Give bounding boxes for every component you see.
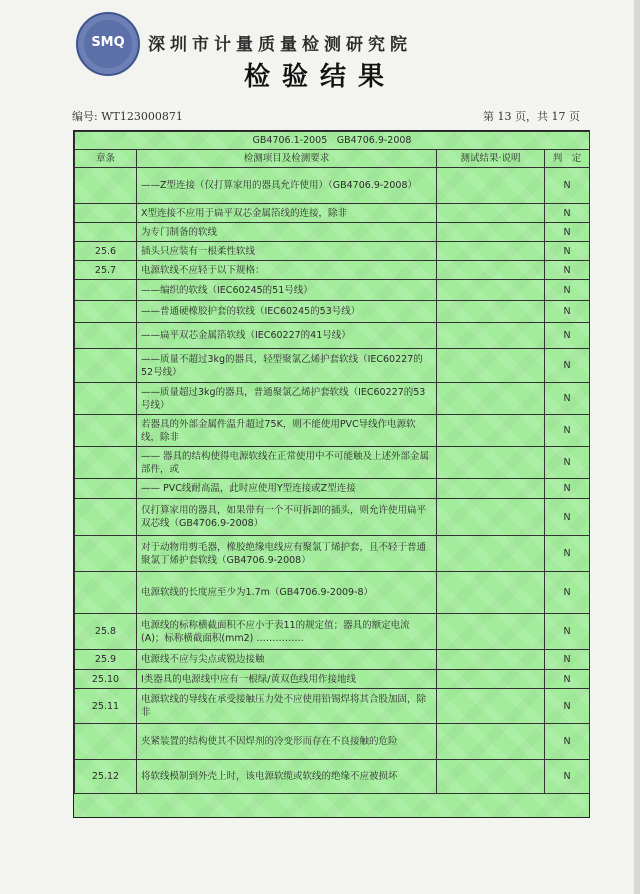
row-item: 电源软线的长度应至少为1.7m（GB4706.9-2009-8） <box>137 572 437 614</box>
document-title: 检验结果 <box>243 62 396 92</box>
row-verdict: N <box>545 614 590 650</box>
row-item: Ⅰ类器具的电源线中应有一根绿/黄双色线用作接地线 <box>137 670 437 689</box>
row-item: ——质量不超过3kg的器具，轻型聚氯乙烯护套软线（IEC60227的52号线） <box>137 349 437 383</box>
row-item: 为专门制备的软线 <box>137 223 437 242</box>
table-row <box>75 301 590 323</box>
row-clause <box>75 479 137 499</box>
row-result <box>437 689 545 724</box>
row-verdict: N <box>545 650 590 670</box>
row-verdict: N <box>545 499 590 536</box>
row-result <box>437 168 545 204</box>
row-verdict: N <box>545 383 590 415</box>
row-verdict: N <box>545 724 590 760</box>
row-item: ——编织的软线（IEC60245的51号线） <box>137 280 437 301</box>
row-item: 电源软线的导线在承受接触压力处不应使用铅锡焊将其合股加固，除非 <box>137 689 437 724</box>
table-row <box>75 280 590 301</box>
row-clause <box>75 536 137 572</box>
row-clause: 25.12 <box>75 760 137 794</box>
row-item: ——普通硬橡胶护套的软线（IEC60245的53号线） <box>137 301 437 323</box>
table-row <box>75 415 590 447</box>
row-item: 对于动物用剪毛器，橡胶绝缘电线应有聚氯丁烯护套，且不轻于普通聚氯丁烯护套软线（GB4706.9-2008） <box>137 536 437 572</box>
table-row <box>75 760 590 794</box>
table-row <box>75 242 590 261</box>
row-clause <box>75 724 137 760</box>
row-result <box>437 349 545 383</box>
row-verdict: N <box>545 301 590 323</box>
row-item: 电源软线不应轻于以下规格： <box>137 261 437 280</box>
report-number-value: WT123000871 <box>101 110 183 123</box>
row-clause <box>75 280 137 301</box>
report-number <box>72 108 183 124</box>
row-verdict: N <box>545 223 590 242</box>
table-row <box>75 383 590 415</box>
row-verdict: N <box>545 689 590 724</box>
row-clause <box>75 223 137 242</box>
row-result <box>437 499 545 536</box>
row-item: —— 器具的结构使得电源软线在正常使用中不可能触及上述外部金属部件，或 <box>137 447 437 479</box>
row-verdict: N <box>545 447 590 479</box>
row-result <box>437 204 545 223</box>
seal-text: SMQ <box>91 35 125 50</box>
institute-name: 深圳市计量质量检测研究院 <box>148 35 412 55</box>
table-row <box>75 650 590 670</box>
results-table <box>74 131 590 794</box>
table-row <box>75 349 590 383</box>
row-result <box>437 447 545 479</box>
row-clause <box>75 168 137 204</box>
row-verdict: N <box>545 323 590 349</box>
row-result <box>437 242 545 261</box>
table-row <box>75 323 590 349</box>
row-clause <box>75 383 137 415</box>
row-item: 夹紧装置的结构使其不因焊剂的冷变形而存在不良接触的危险 <box>137 724 437 760</box>
row-result <box>437 415 545 447</box>
row-verdict: N <box>545 415 590 447</box>
row-item: ——质量超过3kg的器具，普通聚氯乙烯护套软线（IEC60227的53号线） <box>137 383 437 415</box>
row-clause: 25.11 <box>75 689 137 724</box>
table-row <box>75 614 590 650</box>
row-item: ——Z型连接（仅打算家用的器具允许使用）（GB4706.9-2008） <box>137 168 437 204</box>
report-number-label: 编号: <box>72 110 98 123</box>
row-clause <box>75 447 137 479</box>
table-row <box>75 499 590 536</box>
table-row <box>75 572 590 614</box>
row-clause <box>75 499 137 536</box>
row-result <box>437 614 545 650</box>
row-verdict: N <box>545 261 590 280</box>
row-clause <box>75 204 137 223</box>
row-result <box>437 323 545 349</box>
row-result <box>437 261 545 280</box>
table-row <box>75 670 590 689</box>
row-result <box>437 670 545 689</box>
row-clause: 25.7 <box>75 261 137 280</box>
row-clause: 25.10 <box>75 670 137 689</box>
row-verdict: N <box>545 280 590 301</box>
row-item: 若器具的外部金属件温升超过75K，则不能使用PVC导线作电源软线，除非 <box>137 415 437 447</box>
row-result <box>437 223 545 242</box>
row-result <box>437 572 545 614</box>
row-result <box>437 383 545 415</box>
row-verdict: N <box>545 242 590 261</box>
row-item: —— PVC线耐高温，此时应使用Y型连接或Z型连接 <box>137 479 437 499</box>
row-verdict: N <box>545 572 590 614</box>
row-result <box>437 536 545 572</box>
report-meta <box>72 108 580 124</box>
header-row <box>75 150 590 168</box>
row-item: 电源线的标称横截面积不应小于表11的规定值；器具的额定电流(A)；标称横截面积(mm2) …………… <box>137 614 437 650</box>
row-clause <box>75 323 137 349</box>
row-item: ——扁平双芯金属箔软线（IEC60227的41号线） <box>137 323 437 349</box>
table-row <box>75 479 590 499</box>
row-result <box>437 280 545 301</box>
row-verdict: N <box>545 536 590 572</box>
row-verdict: N <box>545 760 590 794</box>
row-result <box>437 479 545 499</box>
row-clause <box>75 301 137 323</box>
standard-label: GB4706.1-2005 GB4706.9-2008 <box>75 132 590 150</box>
standard-row <box>75 132 590 150</box>
row-clause: 25.8 <box>75 614 137 650</box>
row-clause: 25.9 <box>75 650 137 670</box>
row-result <box>437 301 545 323</box>
row-result <box>437 724 545 760</box>
table-row <box>75 724 590 760</box>
col-header-result: 测试结果·说明 <box>437 150 545 168</box>
table-row <box>75 261 590 280</box>
table-row <box>75 168 590 204</box>
row-item: 电源线不应与尖点或锐边接触 <box>137 650 437 670</box>
row-item: 仅打算家用的器具，如果带有一个不可拆卸的插头，则允许使用扁平双芯线（GB4706.9-2008） <box>137 499 437 536</box>
row-clause: 25.6 <box>75 242 137 261</box>
table-row <box>75 204 590 223</box>
row-verdict: N <box>545 479 590 499</box>
col-header-clause: 章条 <box>75 150 137 168</box>
table-row <box>75 536 590 572</box>
table-row <box>75 223 590 242</box>
row-verdict: N <box>545 349 590 383</box>
row-verdict: N <box>545 670 590 689</box>
table-row <box>75 689 590 724</box>
row-clause <box>75 349 137 383</box>
col-header-verdict: 判 定 <box>545 150 590 168</box>
row-clause <box>75 572 137 614</box>
row-item: 插头只应装有一根柔性软线 <box>137 242 437 261</box>
row-verdict: N <box>545 168 590 204</box>
table-row <box>75 447 590 479</box>
row-result <box>437 650 545 670</box>
row-item: 将软线模制到外壳上时，该电源软缆或软线的绝缘不应被损坏 <box>137 760 437 794</box>
page-info: 第 13 页，共 17 页 <box>483 110 580 123</box>
row-item: X型连接不应用于扁平双芯金属箔线的连接，除非 <box>137 204 437 223</box>
row-clause <box>75 415 137 447</box>
row-result <box>437 760 545 794</box>
results-sheet <box>73 130 590 818</box>
row-verdict: N <box>545 204 590 223</box>
col-header-item: 检测项目及检测要求 <box>137 150 437 168</box>
